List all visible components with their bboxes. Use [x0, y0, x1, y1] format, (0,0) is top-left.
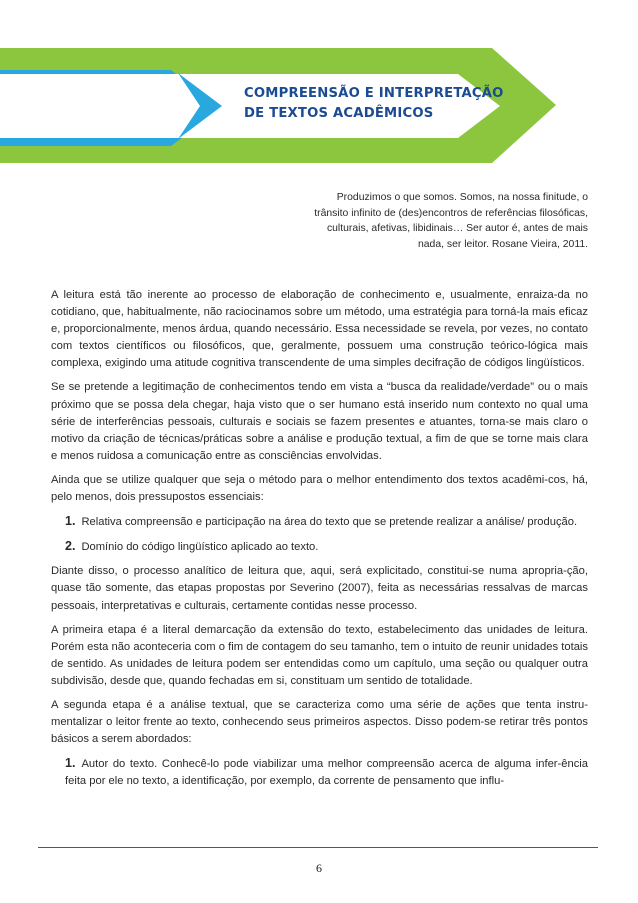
paragraph: A segunda etapa é a análise textual, que se caracteriza como uma série de ações que tenta instru-mentalizar o leitor frente ao texto, conhecendo seus primeiros aspectos. Disso podem-se retirar três pontos básicos a serem abordados: — [51, 698, 588, 746]
epigraph-line: Produzimos o que somos. Somos, na nossa finitude, o — [336, 192, 588, 203]
paragraph: Diante disso, o processo analítico de leitura que, aqui, será explicitado, constitui-se numa apropria-ção, quase tão somente, das etapas propostas por Severino (2007), feita as necessárias ressalvas de marcas pessoais, interpretativas e culturais, certamente contidas nesse processo. — [51, 565, 588, 612]
paragraph: A leitura está tão inerente ao processo de elaboração de conhecimento e, usualmente, enraiza-da no cotidiano, que, habitualmente, não raciocinamos sobre um método, uma estratégia para torná-la mais eficaz e, proporcionalmente, menos árdua, quando necessário. Essa necessidade se revela, por vezes, no contato com textos científicos ou filosóficos, que, geralmente, possuem uma construção teórico-lógica mais complexa, exigindo uma atitude cognitiva transcendente de uma simples decifração de códigos lingüísticos. — [51, 289, 588, 370]
paragraph: Se se pretende a legitimação de conhecimentos tendo em vista a “busca da realidade/verdade” ou o mais próximo que se possa dela chegar, haja visto que o ser humano está inserido num contexto no qual uma série de interferências pessoais, culturais e sociais se fazem presentes e atuantes, torna-se mais claro o motivo da criação de técnicas/práticas sobre a análise e produção textual, a fim de que se torne mais clara e menos ruidosa a comunicação entre as consciências envolvidas. — [51, 381, 588, 462]
list-item — [65, 513, 588, 531]
epigraph-quote — [272, 190, 588, 252]
epigraph-line: culturais, afetivas, libidinais… Ser autor é, antes de mais — [326, 223, 588, 235]
title-line-1: COMPREENSÃO E INTERPRETAÇÃO — [244, 86, 504, 101]
list-item-text: Domínio do código lingüístico aplicado ao texto. — [81, 541, 319, 554]
paragraph: A primeira etapa é a literal demarcação da extensão do texto, estabelecimento das unidades de leitura. Porém esta não aconteceria com o fim de contagem do seu tamanho, tem o intuito de reunir unidades totais de sentido. As unidades de leitura podem ser entendidas como um capítulo, uma seção ou qualquer outra subdivisão, desde que, quando fechadas em si, constituam um sentido de totalidade. — [51, 623, 588, 687]
epigraph-line: trânsito infinito de (des)encontros de referências filosóficas, — [314, 207, 588, 219]
page-number: 6 — [316, 861, 322, 875]
list-item-text: Relativa compreensão e participação na área do texto que se pretende realizar a análise/ produção. — [81, 516, 578, 529]
list-item-number: 1. — [65, 514, 76, 529]
list-item-number: 1. — [65, 756, 76, 771]
list-item — [65, 755, 588, 790]
list-item-text: Autor do texto. Conhecê-lo pode viabilizar uma melhor compreensão acerca de alguma infer-ência feita por ele no texto, a identificação, por exemplo, da corrente de pensamento que influ- — [65, 758, 588, 788]
body-text — [51, 287, 588, 797]
title-line-2: DE TEXTOS ACADÊMICOS — [244, 106, 434, 121]
page-title — [244, 84, 574, 124]
paragraph: Ainda que se utilize qualquer que seja o método para o melhor entendimento dos textos acadêmi-cos, há, pelo menos, dois pressupostos essenciais: — [51, 473, 588, 504]
epigraph-line: nada, ser leitor. Rosane Vieira, 2011. — [417, 238, 588, 250]
footer-divider — [38, 847, 598, 848]
list-item-number: 2. — [65, 539, 76, 554]
list-item — [65, 538, 588, 556]
